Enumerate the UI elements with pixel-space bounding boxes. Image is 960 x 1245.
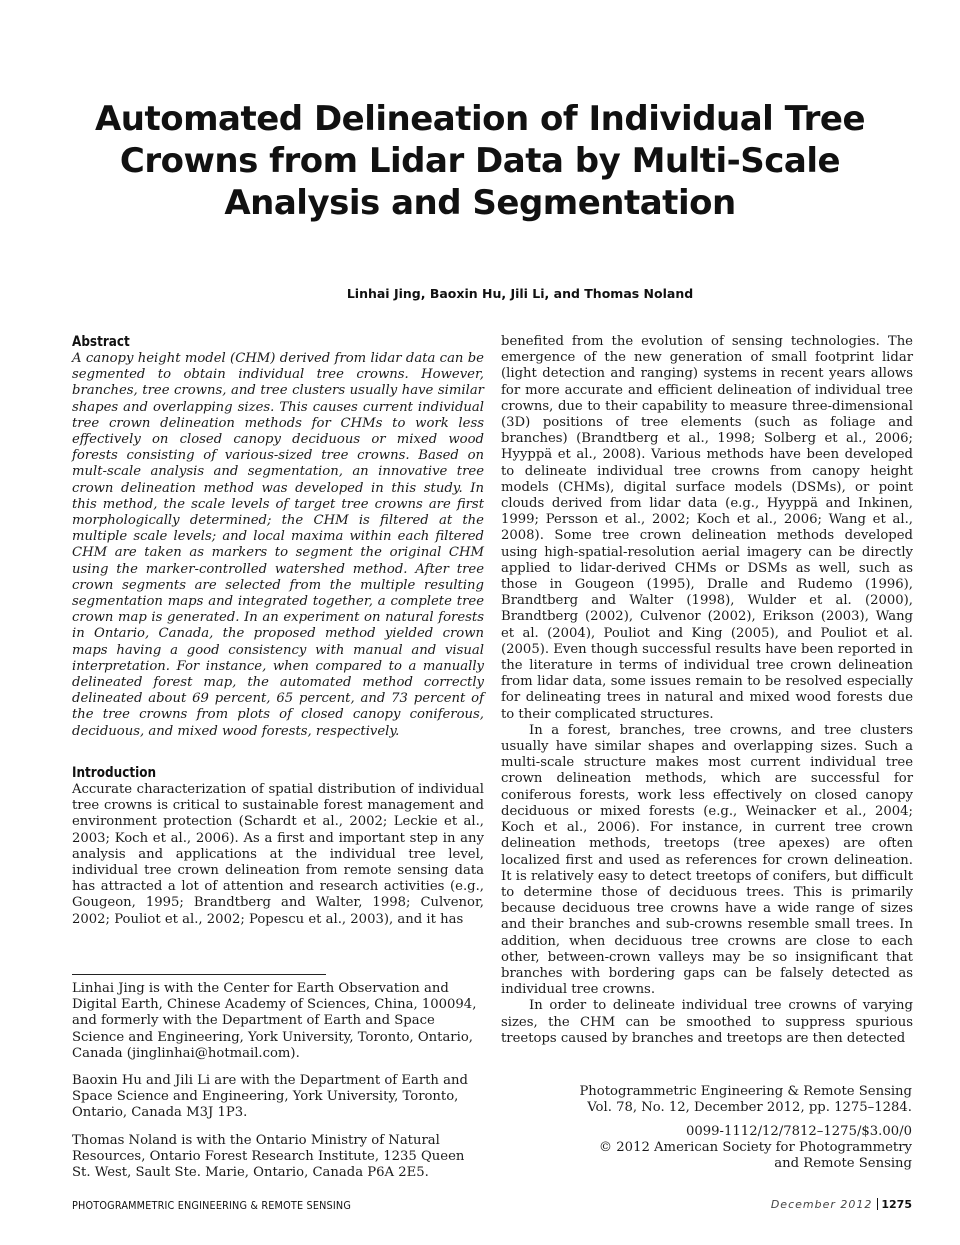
title-line-2: Crowns from Lidar Data by Multi-Scale	[119, 141, 841, 181]
footer-date: December 2012	[770, 1198, 873, 1211]
title-line-3: Analysis and Segmentation	[224, 183, 736, 223]
journal-name: Photogrammetric Engineering & Remote Sensing	[579, 1084, 912, 1099]
affiliation-hu-li: Baoxin Hu and Jili Li are with the Department of Earth and Space Science and Engineering, York University, Toronto, Ontario, Canada M3J 1P3.	[72, 1073, 468, 1121]
title-line-1: Automated Delineation of Individual Tree	[94, 99, 866, 139]
abstract-heading: Abstract	[72, 334, 130, 350]
abstract-section	[72, 333, 484, 740]
affiliation-block	[72, 981, 484, 1181]
affiliation-jing: Linhai Jing is with the Center for Earth Observation and Digital Earth, Chinese Academy of Sciences, China, 100094, and formerly with the Department of Earth and Space Science and Engineering, York University, Toronto, Ontario, Canada (jinglinhai@hotmail.com).	[72, 981, 477, 1061]
copyright-block	[560, 1124, 912, 1173]
footnote-divider	[72, 974, 326, 975]
page-number: 1275	[881, 1198, 912, 1211]
introduction-text: Accurate characterization of spatial distribution of individual tree crowns is critical to sustainable forest management and environment protection (Schardt et al., 2002; Leckie et al., 2003; Koch et al., 2006). As a first and important step in any analysis and applications at the individual tree level, individual tree crown delineation from remote sensing data has attracted a lot of attention and research activities (e.g., Gougeon, 1995; Brandtberg and Walter, 1998; Culvenor, 2002; Pouliot et al., 2002; Popescu et al., 2003), and it has	[72, 782, 484, 927]
body-paragraph-3: In order to delineate individual tree crowns of varying sizes, the CHM can be smoothed to suppress spurious treetops caused by branches and treetops are then detected	[501, 998, 913, 1046]
body-paragraph-1: benefited from the evolution of sensing technologies. The emergence of the new generation of small footprint lidar (light detection and ranging) systems in recent years allows for more accurate and efficient delineation of individual tree crowns, due to their capability to measure three-dimensional (3D) positions of tree elements (such as foliage and branches) (Brandtberg et al., 1998; Solberg et al., 2006; Hyyppä et al., 2008). Various methods have been developed to delineate individual tree crowns from canopy height models (CHMs), digital surface models (DSMs), or point clouds derived from lidar data (e.g., Hyyppä and Inkinen, 1999; Persson et al., 2002; Koch et al., 2006; Wang et al., 2008). Some tree crown delineation methods developed using high-spatial-resolution aerial imagery can be directly applied to lidar-derived CHMs or DSMs as well, such as those in Gougeon (1995), Dralle and Rudemo (1996), Brandtberg and Walter (1998), Wulder et al. (2000), Brandtberg (2002), Culvenor (2002), Erikson (2003), Wang et al. (2004), Pouliot and King (2005), and Pouliot et al. (2005). Even though successful results have been reported in the literature in terms of individual tree crown delineation from lidar data, some issues remain to be resolved especially for delineating trees in natural and mixed wood forests due to their complicated structures.	[501, 334, 913, 722]
right-column	[501, 334, 913, 1047]
body-paragraph-2: In a forest, branches, tree crowns, and tree clusters usually have similar shapes and overlapping sizes. Such a multi-scale structure makes most current individual tree crown delineation methods, which are successful for coniferous forests, work less effectively on closed canopy deciduous or mixed forests (e.g., Weinacker et al., 2004; Koch et al., 2006). For instance, in current tree crown delineation methods, treetops (tree apexes) are often localized first and used as references for crown delineation. It is relatively easy to detect treetops of conifers, but difficult to determine those of deciduous trees. This is primarily because deciduous tree crowns have a wide range of sizes and their branches and sub-crowns resemble small trees. In addition, when deciduous tree crowns are close to each other, between-crown valleys may be so insignificant that branches with bordering gaps can be falsely detected as individual tree crowns.	[501, 722, 913, 998]
introduction-heading: Introduction	[72, 765, 157, 781]
introduction-section	[72, 764, 484, 928]
article-code: 0099-1112/12/7812–1275/$3.00/0	[686, 1124, 912, 1139]
journal-citation	[560, 1084, 912, 1116]
journal-volume: Vol. 78, No. 12, December 2012, pp. 1275–1284.	[587, 1100, 912, 1116]
running-footer-journal: PHOTOGRAMMETRIC ENGINEERING & REMOTE SENSING	[72, 1199, 352, 1212]
affiliation-noland: Thomas Noland is with the Ontario Ministry of Natural Resources, Ontario Forest Research Institute, 1235 Queen St. West, Sault Ste. Marie, Ontario, Canada P6A 2E5.	[72, 1132, 465, 1181]
running-footer-page	[740, 1198, 912, 1211]
author-list: Linhai Jing, Baoxin Hu, Jili Li, and Thomas Noland	[346, 286, 694, 301]
copyright-line-2: and Remote Sensing	[774, 1156, 912, 1172]
copyright-line-1: © 2012 American Society for Photogrammetry	[598, 1140, 912, 1156]
paper-title	[60, 98, 900, 224]
footer-separator	[877, 1198, 878, 1210]
abstract-text: A canopy height model (CHM) derived from lidar data can be segmented to obtain individual tree crowns. However, branches, tree crowns, and tree clusters usually have similar shapes and overlapping sizes. This causes current individual tree crown delineation methods for CHMs to work less effectively on closed canopy deciduous or mixed wood forests consisting of various-sized tree crowns. Based on mult-scale analysis and segmentation, an innovative tree crown delineation method was developed in this study. In this method, the scale levels of target tree crowns are first morphologically determined; the CHM is filtered at the multiple scale levels; and local maxima within each filtered CHM are taken as markers to segment the original CHM using the marker-controlled watershed method. After tree crown segments are selected from the multiple resulting segmentation maps and integrated together, a complete tree crown map is generated. In an experiment on natural forests in Ontario, Canada, the proposed method yielded crown maps having a good consistency with manual and visual interpretation. For instance, when compared to a manually delineated forest map, the automated method correctly delineated about 69 percent, 65 percent, and 73 percent of the tree crowns from plots of closed canopy coniferous, deciduous, and mixed wood forests, respectively.	[72, 351, 484, 739]
